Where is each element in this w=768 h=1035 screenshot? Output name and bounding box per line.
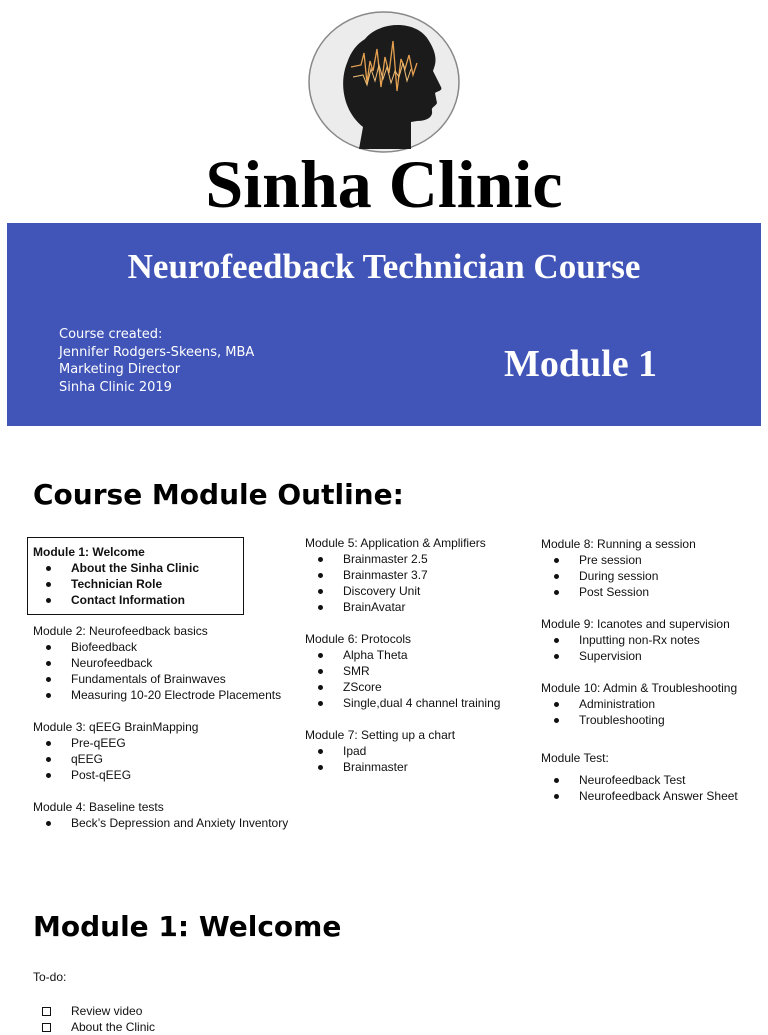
module-block — [541, 536, 738, 600]
course-title: Neurofeedback Technician Course — [127, 247, 641, 286]
course-banner — [7, 223, 761, 426]
list-item: Pre session — [541, 552, 738, 568]
module-title: Module 4: Baseline tests — [33, 800, 164, 814]
credit-line: Course created: — [59, 327, 163, 342]
checkbox-icon[interactable] — [42, 1023, 51, 1032]
credit-line: Sinha Clinic 2019 — [59, 379, 172, 395]
list-item: About the Sinha Clinic — [33, 560, 243, 576]
course-credits — [59, 326, 254, 396]
list-item: Measuring 10-20 Electrode Placements — [33, 687, 288, 703]
module-title: Module 8: Running a session — [541, 537, 696, 551]
module-block — [33, 623, 288, 703]
todo-text: Review video — [71, 1004, 143, 1018]
module-title: Module 5: Application & Amplifiers — [305, 536, 486, 550]
todo-list — [33, 1003, 155, 1035]
module1-heading: Module 1: Welcome — [33, 910, 342, 943]
list-item: Alpha Theta — [305, 647, 500, 663]
checkbox-icon[interactable] — [42, 1007, 51, 1016]
list-item: Brainmaster 3.7 — [305, 567, 500, 583]
list-item: SMR — [305, 663, 500, 679]
list-item: Troubleshooting — [541, 712, 738, 728]
list-item: Single,dual 4 channel training — [305, 695, 500, 711]
module-title: Module 9: Icanotes and supervision — [541, 617, 730, 631]
list-item: Contact Information — [33, 592, 243, 608]
todo-label: To-do: — [33, 970, 67, 984]
module-title: Module 10: Admin & Troubleshooting — [541, 681, 738, 695]
module-block — [305, 631, 500, 711]
list-item: Fundamentals of Brainwaves — [33, 671, 288, 687]
clinic-logo — [307, 11, 461, 154]
clinic-title: Sinha Clinic — [205, 146, 563, 222]
outline-column-1 — [33, 537, 288, 831]
head-silhouette-eeg-icon — [307, 11, 461, 154]
list-item: Technician Role — [33, 576, 243, 592]
list-item: Ipad — [305, 743, 500, 759]
module-block — [541, 680, 738, 728]
todo-text: About the Clinic — [71, 1020, 156, 1034]
list-item: Inputting non-Rx notes — [541, 632, 738, 648]
outline-column-2 — [305, 535, 500, 775]
module-title: Module 1: Welcome — [33, 545, 145, 559]
list-item: Supervision — [541, 648, 738, 664]
module-block — [33, 799, 288, 831]
module-block — [541, 750, 738, 804]
list-item: Discovery Unit — [305, 583, 500, 599]
list-item: Biofeedback — [33, 639, 288, 655]
todo-item[interactable] — [33, 1019, 155, 1035]
credit-line: Jennifer Rodgers-Skeens, MBA — [59, 344, 255, 360]
list-item: Pre-qEEG — [33, 735, 288, 751]
list-item: Neurofeedback Answer Sheet — [541, 788, 738, 804]
list-item: Brainmaster 2.5 — [305, 551, 500, 567]
list-item: Post-qEEG — [33, 767, 288, 783]
todo-item[interactable] — [33, 1003, 155, 1019]
list-item: Brainmaster — [305, 759, 500, 775]
module-block — [305, 727, 500, 775]
module-block — [33, 719, 288, 783]
list-item: ZScore — [305, 679, 500, 695]
module-label: Module 1 — [504, 343, 658, 385]
module-block — [27, 537, 244, 615]
module-title: Module 2: Neurofeedback basics — [33, 624, 208, 638]
list-item: Post Session — [541, 584, 738, 600]
module-title: Module 6: Protocols — [305, 632, 412, 646]
list-item: qEEG — [33, 751, 288, 767]
credit-line: Marketing Director — [59, 362, 181, 377]
list-item: Neurofeedback — [33, 655, 288, 671]
module-title: Module 3: qEEG BrainMapping — [33, 720, 199, 734]
list-item: Administration — [541, 696, 738, 712]
list-item: BrainAvatar — [305, 599, 500, 615]
module-block — [541, 616, 738, 664]
outline-column-3 — [541, 536, 738, 804]
list-item: During session — [541, 568, 738, 584]
module-title: Module 7: Setting up a chart — [305, 728, 456, 742]
module-title: Module Test: — [541, 751, 609, 765]
list-item: Beck’s Depression and Anxiety Inventory — [33, 815, 288, 831]
list-item: Neurofeedback Test — [541, 772, 738, 788]
module-block — [305, 535, 500, 615]
outline-heading: Course Module Outline: — [33, 478, 404, 511]
